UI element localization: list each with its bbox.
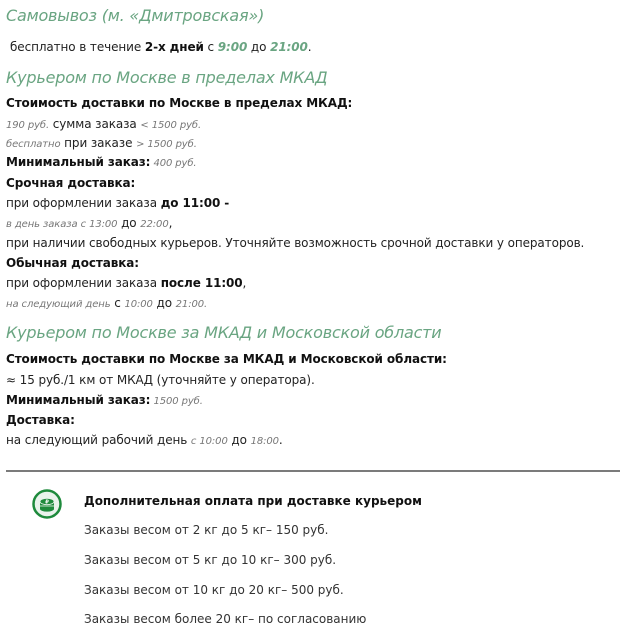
- text: .: [307, 40, 312, 54]
- time-to: 22:00: [140, 219, 169, 230]
- urgent-condition: [6, 196, 229, 210]
- min-order: [6, 393, 203, 407]
- threshold: > 1500 руб.: [136, 139, 197, 150]
- regular-label: Обычная доставка:: [6, 256, 139, 270]
- urgent-label: Срочная доставка:: [6, 176, 136, 190]
- inside-mkad-cost-label: Стоимость доставки по Москве в пределах МКАД:: [6, 96, 353, 110]
- outside-mkad-cost-value: ≈ 15 руб./1 км от МКАД (уточняйте у оператора).: [6, 373, 315, 387]
- time-to: 21:00.: [175, 299, 208, 310]
- cost-row: [6, 117, 201, 131]
- urgent-note: при наличии свободных курьеров. Уточняйте возможность срочной доставки у операторов.: [6, 236, 585, 250]
- outside-mkad-cost-label: Стоимость доставки по Москве за МКАД и Московской области:: [6, 352, 447, 366]
- fee-item: Заказы весом от 10 кг до 20 кг– 500 руб.: [84, 583, 344, 597]
- svg-text:₽: ₽: [45, 499, 49, 506]
- text: сумма заказа: [49, 117, 141, 131]
- extra-fees-title: Дополнительная оплата при доставке курьером: [84, 494, 422, 508]
- time-from: с 10:00: [190, 436, 228, 447]
- text: на следующий день: [6, 299, 111, 310]
- text: бесплатно в течение: [10, 40, 145, 54]
- coins-ruble-icon: [32, 489, 62, 519]
- fee-item: Заказы весом более 20 кг– по согласованию: [84, 612, 367, 626]
- min-order-value: 1500 руб.: [150, 396, 203, 407]
- deadline: до 11:00 -: [160, 196, 230, 210]
- time-to: 21:00: [270, 40, 308, 54]
- inside-mkad-heading: Курьером по Москве в пределах МКАД: [6, 68, 328, 87]
- deadline: после 11:00: [160, 276, 243, 290]
- text: до: [152, 296, 176, 310]
- text: на следующий рабочий день: [6, 433, 191, 447]
- divider: [6, 470, 620, 472]
- outside-mkad-heading: Курьером по Москве за МКАД и Московской области: [6, 323, 442, 342]
- text: с: [110, 296, 125, 310]
- text: в день заказа с 13:00: [6, 219, 118, 230]
- pickup-heading: Самовывоз (м. «Дмитровская»): [6, 6, 265, 25]
- time-from: 9:00: [217, 40, 248, 54]
- price: 190 руб.: [6, 120, 50, 131]
- text: .: [278, 433, 283, 447]
- text: при оформлении заказа: [6, 196, 161, 210]
- cost-row: [6, 136, 197, 150]
- text: при заказе: [60, 136, 137, 150]
- regular-time: [6, 296, 207, 310]
- delivery-time: [6, 433, 283, 447]
- time-from: 10:00: [124, 299, 153, 310]
- min-order-value: 400 руб.: [150, 158, 197, 169]
- text: с: [203, 40, 218, 54]
- days-count: 2-х дней: [144, 40, 204, 54]
- urgent-time: [6, 216, 172, 230]
- pickup-schedule: [10, 40, 312, 54]
- text: при оформлении заказа: [6, 276, 161, 290]
- min-order-label: Минимальный заказ:: [6, 393, 151, 407]
- text: ,: [242, 276, 247, 290]
- text: до: [247, 40, 271, 54]
- min-order: [6, 155, 197, 169]
- text: ,: [168, 216, 173, 230]
- delivery-label: Доставка:: [6, 413, 75, 427]
- threshold: < 1500 руб.: [140, 120, 202, 131]
- text: до: [117, 216, 141, 230]
- time-to: 18:00: [250, 436, 279, 447]
- fee-item: Заказы весом от 5 кг до 10 кг– 300 руб.: [84, 553, 337, 567]
- price: бесплатно: [6, 139, 61, 150]
- regular-condition: [6, 276, 246, 290]
- text: до: [227, 433, 251, 447]
- fee-item: Заказы весом от 2 кг до 5 кг– 150 руб.: [84, 523, 329, 537]
- min-order-label: Минимальный заказ:: [6, 155, 151, 169]
